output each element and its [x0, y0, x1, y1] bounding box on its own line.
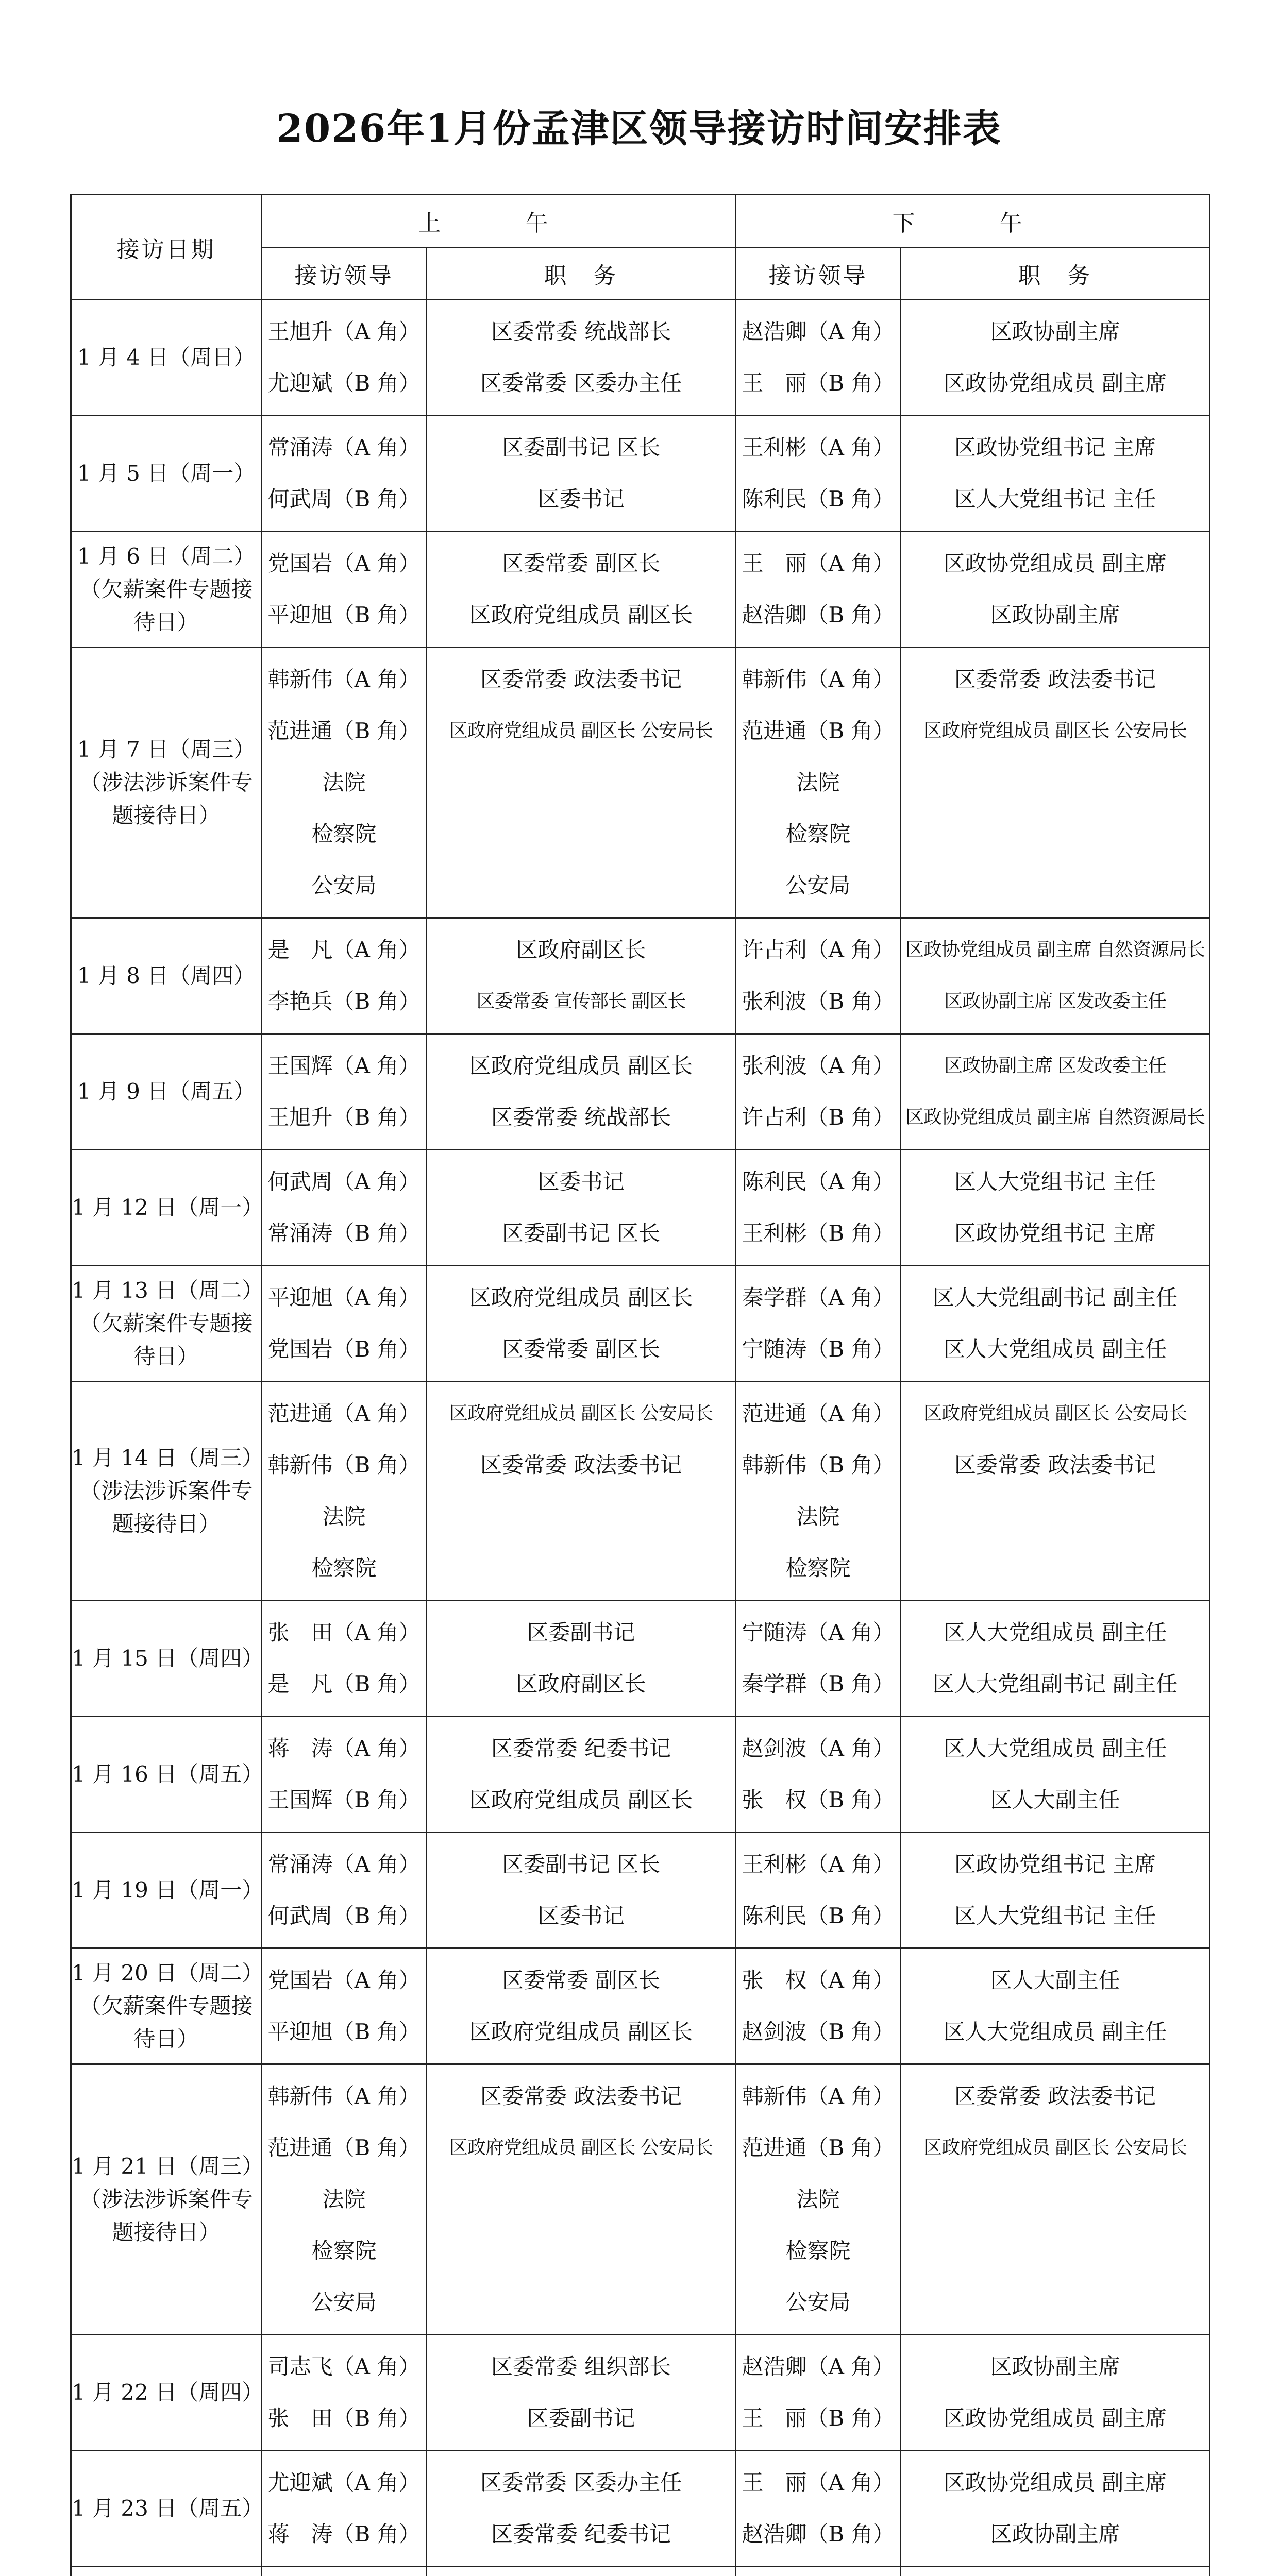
pm-leader-cell [736, 1833, 901, 1948]
am-duty-line: 区委常委 政法委书记 [480, 2083, 682, 2109]
pm-leader-line: 王 丽（B 角） [742, 370, 895, 396]
date-note: （涉法涉诉案件专题接待日） [79, 2187, 253, 2245]
pm-leader-line: 王 丽（A 角） [742, 2470, 895, 2495]
pm-duty-cell [901, 2451, 1210, 2567]
header-afternoon: 下 午 [736, 195, 1210, 248]
am-leader-line: 尤迎斌（B 角） [267, 370, 421, 396]
pm-duty-cell [901, 1266, 1210, 1382]
date-cell [71, 1150, 262, 1266]
pm-duty-cell [901, 1382, 1210, 1601]
header-morning: 上 午 [262, 195, 736, 248]
am-duty-line: 区委常委 区委办主任 [480, 370, 682, 396]
am-duty-line: 区委副书记 [527, 2405, 635, 2431]
pm-duty-cell [901, 416, 1210, 532]
am-leader-line: 范进通（A 角） [267, 1401, 421, 1426]
empty-line [427, 757, 735, 808]
pm-leader-line: 王利彬（A 角） [742, 435, 895, 460]
table-row [71, 416, 1210, 532]
date-note: （欠薪案件专题接待日） [79, 577, 253, 635]
pm-leader-line: 张利波（B 角） [742, 989, 895, 1014]
header-date: 接访日期 [71, 195, 262, 300]
pm-leader-line: 检察院 [785, 821, 851, 846]
date-cell [71, 2451, 262, 2567]
pm-duty-cell [901, 648, 1210, 918]
am-leader-line: 司志飞（A 角） [267, 2354, 421, 2379]
am-leader-line: 检察院 [311, 1555, 377, 1581]
table-row [71, 1948, 1210, 2064]
date-label: 1 月 21 日（周三） [72, 2154, 264, 2179]
am-duty-line: 区政府副区长 [516, 1671, 646, 1697]
date-label: 1 月 16 日（周五） [72, 1761, 264, 1787]
am-duty-line: 区政府党组成员 副区长 [469, 602, 693, 628]
am-leader-line: 平迎旭（B 角） [267, 602, 421, 628]
am-duty-cell [427, 918, 736, 1034]
date-cell [71, 2335, 262, 2451]
am-leader-cell [262, 1382, 427, 1601]
am-leader-line: 常涌涛（B 角） [267, 1221, 421, 1246]
am-duty-line: 区政府党组成员 副区长 [469, 2019, 693, 2044]
pm-leader-line: 许占利（A 角） [742, 937, 895, 962]
pm-leader-line: 王利彬（B 角） [742, 1221, 895, 1246]
am-duty-line: 区委副书记 区长 [501, 1221, 661, 1246]
pm-leader-line: 秦学群（A 角） [742, 1285, 895, 1310]
pm-duty-line: 区委常委 政法委书记 [954, 667, 1156, 692]
am-duty-cell [427, 1717, 736, 1833]
pm-duty-line: 区人大党组成员 副主任 [943, 1736, 1167, 1761]
am-leader-line: 党国岩（B 角） [267, 1336, 421, 1362]
am-leader-line: 法院 [322, 2187, 366, 2212]
pm-duty-line: 区委常委 政法委书记 [954, 1452, 1156, 1478]
empty-line [901, 2277, 1209, 2328]
am-leader-cell [262, 1601, 427, 1717]
pm-leader-line: 法院 [796, 1504, 840, 1529]
pm-leader-line: 法院 [796, 770, 840, 795]
am-leader-cell [262, 1150, 427, 1266]
am-leader-cell [262, 1833, 427, 1948]
am-duty-line: 区政府党组成员 副区长 [469, 1285, 693, 1310]
date-cell [71, 300, 262, 416]
pm-duty-line: 区政协副主席 [990, 2354, 1120, 2379]
empty-line [427, 1491, 735, 1543]
am-leader-cell [262, 300, 427, 416]
pm-duty-line: 区人大副主任 [990, 1968, 1120, 1993]
pm-duty-cell [901, 532, 1210, 648]
pm-duty-line: 区政协党组成员 副主席 [943, 370, 1167, 396]
pm-duty-cell [901, 1717, 1210, 1833]
date-cell [71, 1266, 262, 1382]
page-title: 2026年1月份孟津区领导接访时间安排表 [276, 107, 1002, 151]
pm-leader-line: 检察院 [785, 1555, 851, 1581]
pm-leader-line: 张 权（A 角） [742, 1968, 895, 1993]
pm-leader-cell [736, 1948, 901, 2064]
empty-line [901, 1491, 1209, 1543]
table-row [71, 2451, 1210, 2567]
empty-line [901, 2174, 1209, 2225]
am-duty-line: 区委常委 纪委书记 [491, 1736, 671, 1761]
am-leader-line: 蒋 涛（A 角） [267, 1736, 421, 1761]
pm-leader-cell [736, 1382, 901, 1601]
empty-line [901, 808, 1209, 860]
pm-duty-cell [901, 1601, 1210, 1717]
table-row [71, 1717, 1210, 1833]
pm-leader-line: 赵剑波（A 角） [742, 1736, 895, 1761]
am-duty-cell [427, 532, 736, 648]
pm-leader-line: 赵浩卿（A 角） [742, 2354, 895, 2379]
pm-leader-cell [736, 416, 901, 532]
pm-duty-line: 区政协党组成员 副主席 自然资源局长 [905, 939, 1205, 960]
am-leader-line: 检察院 [311, 2238, 377, 2263]
am-leader-line: 检察院 [311, 821, 377, 846]
am-leader-cell [262, 532, 427, 648]
date-cell [71, 416, 262, 532]
am-leader-line: 蒋 涛（B 角） [267, 2521, 421, 2547]
empty-line [427, 2225, 735, 2277]
table-row [71, 2567, 1210, 2576]
pm-duty-line: 区政协党组成员 副主席 [943, 2405, 1167, 2431]
am-duty-line: 区委书记 [537, 1903, 625, 1928]
schedule-body [71, 300, 1210, 2576]
empty-line [427, 2174, 735, 2225]
pm-duty-line: 区人大党组书记 主任 [954, 1903, 1156, 1928]
am-duty-line: 区委常委 政法委书记 [480, 667, 682, 692]
am-leader-line: 韩新伟（A 角） [267, 667, 421, 692]
pm-duty-cell [901, 1948, 1210, 2064]
pm-duty-line: 区人大党组成员 副主任 [943, 1620, 1167, 1645]
am-leader-line: 法院 [322, 770, 366, 795]
table-row [71, 918, 1210, 1034]
date-label: 1 月 19 日（周一） [72, 1877, 264, 1903]
pm-leader-line: 赵浩卿（A 角） [742, 319, 895, 344]
pm-leader-line: 范进通（A 角） [742, 1401, 895, 1426]
am-duty-line: 区委书记 [537, 1169, 625, 1194]
pm-leader-line: 许占利（B 角） [742, 1105, 895, 1130]
pm-leader-line: 王利彬（A 角） [742, 1852, 895, 1877]
pm-duty-cell [901, 2064, 1210, 2335]
am-leader-line: 何武周（B 角） [267, 1903, 421, 1928]
date-cell [71, 2567, 262, 2576]
empty-line [427, 1543, 735, 1594]
pm-leader-cell [736, 2567, 901, 2576]
am-duty-cell [427, 2064, 736, 2335]
am-duty-line [427, 2573, 735, 2576]
am-duty-cell [427, 1382, 736, 1601]
pm-leader-cell [736, 648, 901, 918]
table-row [71, 648, 1210, 918]
pm-leader-cell [736, 1601, 901, 1717]
am-duty-cell [427, 2335, 736, 2451]
date-cell [71, 1717, 262, 1833]
date-note: （欠薪案件专题接待日） [79, 1993, 253, 2052]
pm-duty-line: 区委常委 政法委书记 [954, 2083, 1156, 2109]
header-pm-leader: 接访领导 [736, 248, 901, 300]
am-duty-cell [427, 1948, 736, 2064]
am-leader-line: 常涌涛（A 角） [267, 435, 421, 460]
date-note: （涉法涉诉案件专题接待日） [79, 1478, 253, 1536]
pm-leader-cell [736, 300, 901, 416]
date-cell [71, 1382, 262, 1601]
am-duty-line: 区委常委 副区长 [501, 1968, 661, 1993]
am-duty-cell [427, 416, 736, 532]
pm-leader-line: 王 丽（B 角） [742, 2405, 895, 2431]
pm-duty-line: 区政协副主席 [990, 602, 1120, 628]
pm-leader-line: 宁随涛（B 角） [742, 1336, 895, 1362]
am-leader-line: 常涌涛（A 角） [267, 1852, 421, 1877]
pm-leader-line: 法院 [796, 2187, 840, 2212]
am-duty-cell [427, 1833, 736, 1948]
am-leader-cell [262, 918, 427, 1034]
am-leader-cell [262, 2335, 427, 2451]
am-leader-cell [262, 1717, 427, 1833]
table-row [71, 1034, 1210, 1150]
date-label: 1 月 12 日（周一） [72, 1195, 264, 1220]
date-label: 1 月 9 日（周五） [77, 1079, 256, 1104]
pm-leader-line: 范进通（B 角） [742, 718, 895, 743]
pm-duty-line: 区政协党组成员 副主席 [943, 551, 1167, 576]
am-duty-line: 区委书记 [537, 486, 625, 512]
pm-leader-line: 赵剑波（B 角） [742, 2019, 895, 2044]
am-leader-cell [262, 2451, 427, 2567]
pm-duty-cell [901, 300, 1210, 416]
am-leader-line: 平迎旭（A 角） [267, 1285, 421, 1310]
pm-duty-cell [901, 1833, 1210, 1948]
pm-leader-line: 公安局 [785, 873, 851, 898]
am-leader-line: 公安局 [311, 873, 377, 898]
table-row [71, 2335, 1210, 2451]
pm-duty-line: 区政府党组成员 副区长 公安局长 [923, 2137, 1187, 2158]
am-duty-line: 区委常委 宣传部长 副区长 [476, 991, 686, 1012]
am-duty-line: 区委副书记 区长 [501, 1852, 661, 1877]
am-duty-cell [427, 1034, 736, 1150]
pm-leader-line: 宁随涛（A 角） [742, 1620, 895, 1645]
pm-duty-cell [901, 2335, 1210, 2451]
table-row [71, 1150, 1210, 1266]
am-duty-cell [427, 300, 736, 416]
pm-duty-line: 区人大副主任 [990, 1787, 1120, 1812]
table-row [71, 300, 1210, 416]
header-am-duty: 职 务 [427, 248, 736, 300]
pm-duty-line: 区政协副主席 区发改委主任 [944, 991, 1166, 1012]
am-leader-line: 范进通（B 角） [267, 718, 421, 743]
pm-duty-line: 区政协副主席 区发改委主任 [944, 1055, 1166, 1076]
date-cell [71, 2064, 262, 2335]
date-label: 1 月 8 日（周四） [77, 963, 256, 988]
am-leader-line: 王国辉（B 角） [267, 1787, 421, 1812]
pm-leader-line: 张利波（A 角） [742, 1053, 895, 1078]
table-row [71, 2064, 1210, 2335]
pm-leader-line: 陈利民（B 角） [742, 486, 895, 512]
pm-duty-line: 区人大党组成员 副主任 [943, 1336, 1167, 1362]
pm-duty-line: 区人大党组副书记 副主任 [932, 1671, 1178, 1697]
pm-duty-cell [901, 918, 1210, 1034]
date-label: 1 月 4 日（周日） [77, 345, 256, 370]
am-leader-cell [262, 1948, 427, 2064]
pm-duty-cell [901, 1034, 1210, 1150]
date-cell [71, 1034, 262, 1150]
pm-duty-line: 区人大党组书记 主任 [954, 486, 1156, 512]
pm-leader-line: 韩新伟（B 角） [742, 1452, 895, 1478]
am-duty-line: 区委常委 组织部长 [491, 2354, 671, 2379]
date-cell [71, 1601, 262, 1717]
am-leader-line: 党国岩（A 角） [267, 1968, 421, 1993]
am-leader-line: 党国岩（A 角） [267, 551, 421, 576]
am-leader-line: 王国辉（A 角） [267, 1053, 421, 1078]
am-leader-line: 公安局 [311, 2290, 377, 2315]
am-leader-cell [262, 2064, 427, 2335]
pm-leader-line: 赵浩卿（B 角） [742, 2521, 895, 2547]
date-cell [71, 1833, 262, 1948]
pm-leader-cell [736, 2064, 901, 2335]
header-pm-duty: 职 务 [901, 248, 1210, 300]
am-leader-line: 韩新伟（B 角） [267, 1452, 421, 1478]
am-leader-line: 尤迎斌（A 角） [267, 2470, 421, 2495]
am-leader-line: 是 凡（B 角） [267, 1671, 421, 1697]
am-duty-cell [427, 1601, 736, 1717]
am-duty-cell [427, 1150, 736, 1266]
am-duty-line: 区委副书记 [527, 1620, 635, 1645]
am-leader-line: 平迎旭（B 角） [267, 2019, 421, 2044]
empty-line [901, 2225, 1209, 2277]
empty-line [427, 808, 735, 860]
pm-duty-line: 区政协党组书记 主席 [954, 1221, 1156, 1246]
pm-duty-cell [901, 2567, 1210, 2576]
am-duty-cell [427, 648, 736, 918]
empty-line [427, 2277, 735, 2328]
pm-duty-line: 区人大党组书记 主任 [954, 1169, 1156, 1194]
pm-duty-line: 区人大党组成员 副主任 [943, 2019, 1167, 2044]
pm-duty-line: 区政协副主席 [990, 2521, 1120, 2547]
pm-leader-line: 检察院 [785, 2238, 851, 2263]
am-duty-line: 区委常委 副区长 [501, 1336, 661, 1362]
am-leader-line [262, 2573, 426, 2576]
pm-leader-line: 陈利民（B 角） [742, 1903, 895, 1928]
am-leader-cell [262, 1034, 427, 1150]
date-label: 1 月 22 日（周四） [72, 2380, 264, 2405]
pm-duty-line: 区政协党组成员 副主席 自然资源局长 [905, 1107, 1205, 1128]
am-leader-line: 王旭升（B 角） [267, 1105, 421, 1130]
pm-duty-line: 区政协党组成员 副主席 [943, 2470, 1167, 2495]
date-label: 1 月 23 日（周五） [72, 2496, 264, 2521]
am-leader-line: 李艳兵（B 角） [267, 989, 421, 1014]
date-note: （欠薪案件专题接待日） [79, 1311, 253, 1369]
date-cell [71, 648, 262, 918]
am-duty-line: 区政府副区长 [516, 937, 646, 962]
table-row [71, 1833, 1210, 1948]
am-duty-cell [427, 1266, 736, 1382]
table-row [71, 1266, 1210, 1382]
date-label: 1 月 15 日（周四） [72, 1646, 264, 1671]
pm-duty-line: 区政府党组成员 副区长 公安局长 [923, 1403, 1187, 1424]
am-duty-line: 区委常委 区委办主任 [480, 2470, 682, 2495]
am-leader-line: 范进通（B 角） [267, 2135, 421, 2160]
am-leader-line: 是 凡（A 角） [267, 937, 421, 962]
empty-line [427, 860, 735, 911]
am-leader-cell [262, 648, 427, 918]
am-duty-line: 区政府党组成员 副区长 [469, 1053, 693, 1078]
pm-leader-line: 赵浩卿（B 角） [742, 602, 895, 628]
pm-leader-line: 陈利民（A 角） [742, 1169, 895, 1194]
empty-line [901, 860, 1209, 911]
am-leader-line: 张 田（B 角） [267, 2405, 421, 2431]
date-label: 1 月 5 日（周一） [77, 461, 256, 486]
pm-leader-cell [736, 1266, 901, 1382]
pm-duty-line: 区政协党组书记 主席 [954, 435, 1156, 460]
table-row [71, 1382, 1210, 1601]
pm-duty-line: 区人大党组副书记 副主任 [932, 1285, 1178, 1310]
am-leader-line: 王旭升（A 角） [267, 319, 421, 344]
am-duty-line: 区政府党组成员 副区长 公安局长 [449, 2137, 713, 2158]
am-duty-line: 区委常委 副区长 [501, 551, 661, 576]
pm-leader-line: 韩新伟（A 角） [742, 667, 895, 692]
empty-line [901, 1543, 1209, 1594]
am-leader-line: 韩新伟（A 角） [267, 2083, 421, 2109]
pm-leader-line: 王 丽（A 角） [742, 551, 895, 576]
date-cell [71, 918, 262, 1034]
pm-leader-line [736, 2573, 900, 2576]
schedule-table [70, 194, 1210, 2576]
am-leader-line: 法院 [322, 1504, 366, 1529]
date-label: 1 月 20 日（周二） [72, 1960, 264, 1986]
pm-leader-cell [736, 1034, 901, 1150]
pm-duty-line: 区政府党组成员 副区长 公安局长 [923, 720, 1187, 741]
am-duty-line: 区政府党组成员 副区长 公安局长 [449, 720, 713, 741]
date-cell [71, 532, 262, 648]
pm-leader-line: 韩新伟（A 角） [742, 2083, 895, 2109]
date-cell [71, 1948, 262, 2064]
pm-leader-cell [736, 918, 901, 1034]
pm-leader-cell [736, 532, 901, 648]
table-row [71, 1601, 1210, 1717]
empty-line [901, 757, 1209, 808]
am-leader-line: 何武周（A 角） [267, 1169, 421, 1194]
pm-duty-line [901, 2573, 1209, 2576]
header-am-leader: 接访领导 [262, 248, 427, 300]
pm-leader-line: 范进通（B 角） [742, 2135, 895, 2160]
pm-leader-cell [736, 1150, 901, 1266]
am-duty-line: 区委常委 政法委书记 [480, 1452, 682, 1478]
pm-leader-cell [736, 2451, 901, 2567]
date-note: （涉法涉诉案件专题接待日） [79, 770, 253, 828]
am-duty-line: 区政府党组成员 副区长 [469, 1787, 693, 1812]
am-leader-cell [262, 416, 427, 532]
am-duty-line: 区委常委 统战部长 [491, 319, 671, 344]
am-leader-line: 何武周（B 角） [267, 486, 421, 512]
am-leader-cell [262, 2567, 427, 2576]
am-duty-line: 区委常委 纪委书记 [491, 2521, 671, 2547]
date-label: 1 月 6 日（周二） [77, 544, 256, 569]
am-duty-cell [427, 2451, 736, 2567]
pm-leader-cell [736, 2335, 901, 2451]
table-row [71, 532, 1210, 648]
pm-leader-line: 秦学群（B 角） [742, 1671, 895, 1697]
pm-leader-line: 公安局 [785, 2290, 851, 2315]
am-leader-cell [262, 1266, 427, 1382]
am-duty-line: 区政府党组成员 副区长 公安局长 [449, 1403, 713, 1424]
date-label: 1 月 14 日（周三） [72, 1445, 264, 1470]
pm-leader-cell [736, 1717, 901, 1833]
am-duty-cell [427, 2567, 736, 2576]
date-label: 1 月 13 日（周二） [72, 1278, 264, 1303]
date-label: 1 月 7 日（周三） [77, 737, 256, 762]
am-leader-line: 张 田（A 角） [267, 1620, 421, 1645]
pm-leader-line: 张 权（B 角） [742, 1787, 895, 1812]
am-duty-line: 区委常委 统战部长 [491, 1105, 671, 1130]
pm-duty-line: 区政协副主席 [990, 319, 1120, 344]
pm-duty-line: 区政协党组书记 主席 [954, 1852, 1156, 1877]
am-duty-line: 区委副书记 区长 [501, 435, 661, 460]
pm-duty-cell [901, 1150, 1210, 1266]
